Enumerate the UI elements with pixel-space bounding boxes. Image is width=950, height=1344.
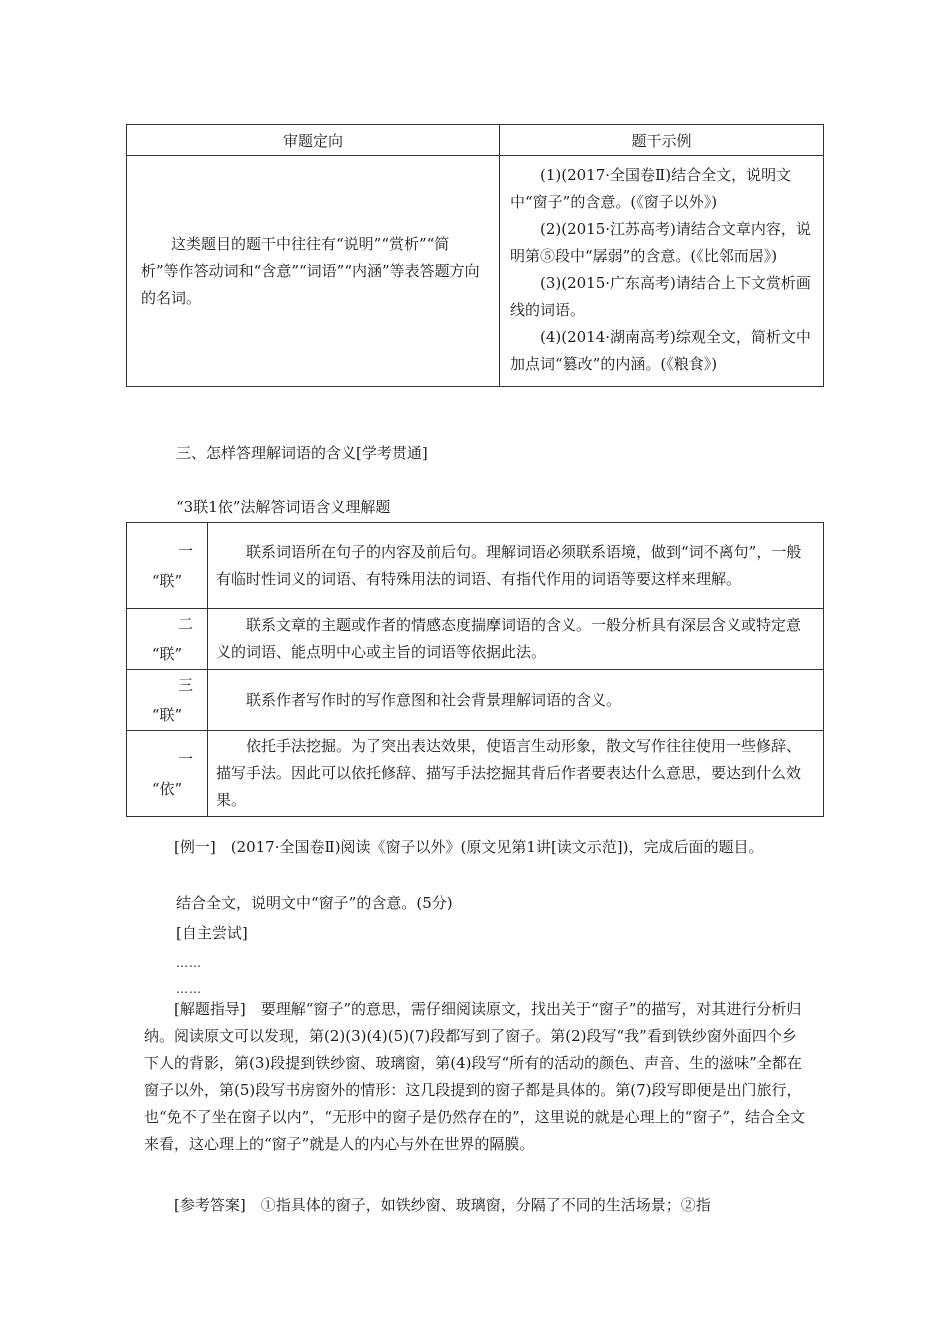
reference-answer: [参考答案] ①指具体的窗子，如铁纱窗、玻璃窗，分隔了不同的生活场景；②指: [174, 1196, 711, 1214]
header-direction: 审题定向: [127, 125, 500, 156]
solution-guidance: [解题指导] 要理解“窗子”的意思，需仔细阅读原文，找出关于“窗子”的描写，对其进行分析归纳。阅读原文可以发现，第(2)(3)(4)(5)(7)段都写到了窗子。第(2)段写“我”看到铁纱窗外面四个乡下人的背影，第(3)段提到铁纱窗、玻璃窗，第(4)段写“所有的活动的颜色、声音、生的滋味”全都在窗子以外，第(5)段写书房窗外的情形：这几段提到的窗子都是具体的。第(7)段写即便是出门旅行，也“免不了坐在窗子以内”，“无形中的窗子是仍然存在的”，这里说的就是心理上的“窗子”，结合全文来看，这心理上的“窗子”就是人的内心与外在世界的隔膜。: [144, 1000, 806, 1153]
method-text: 依托手法挖掘。为了突出表达效果，使语言生动形象，散文写作往往使用一些修辞、描写手法。因此可以依托修辞、描写手法挖掘其背后作者要表达什么意思，要达到什么效果。: [208, 731, 824, 817]
method-label: [127, 670, 208, 731]
header-examples: 题干示例: [500, 125, 824, 156]
section-heading: 三、怎样答理解词语的含义[学考贯通]: [176, 444, 428, 462]
label-top: 二: [177, 615, 193, 633]
question-type-table: [126, 124, 824, 387]
method-text: 联系文章的主题或作者的情感态度揣摩词语的含义。一般分析具有深层含义或特定意义的词语、能点明中心或主旨的词语等依据此法。: [208, 609, 824, 670]
example-item: (4)(2014·湖南高考)综观全文，简析文中加点词“篡改”的内涵。(《粮食》): [510, 328, 811, 373]
label-top: 一: [177, 541, 193, 560]
label-bottom: “联”: [151, 645, 183, 663]
answer-blank: ……: [176, 982, 202, 996]
answer-blank: ……: [176, 956, 202, 970]
example-item: (1)(2017·全国卷Ⅱ)结合全文，说明文中“窗子”的含意。(《窗子以外》): [510, 166, 792, 211]
method-text: 联系作者写作时的写作意图和社会背景理解词语的含义。: [208, 670, 824, 731]
example-item: (3)(2015·广东高考)请结合上下文赏析画线的词语。: [510, 274, 811, 319]
label-bottom: “依”: [151, 779, 183, 798]
method-title: “3联1依”法解答词语含义理解题: [176, 498, 391, 516]
method-label: [127, 731, 208, 817]
example-intro: [例一] (2017·全国卷Ⅱ)阅读《窗子以外》(原文见第1讲[读文示范])，完成后面的题目。: [174, 838, 764, 856]
direction-cell: [127, 156, 500, 387]
self-try-label: [自主尝试]: [176, 924, 248, 942]
direction-text: 这类题目的题干中往往有“说明”“赏析”“简析”等作答动词和“含意”“词语”“内涵”等表答题方向的名词。: [141, 234, 480, 307]
label-bottom: “联”: [151, 571, 183, 590]
method-text: 联系词语所在句子的内容及前后句。理解词语必须联系语境，做到“词不离句”，一般有临时性词义的词语、有特殊用法的词语、有指代作用的词语等要这样来理解。: [208, 523, 824, 609]
method-table: [126, 522, 824, 817]
example-item: (2)(2015·江苏高考)请结合文章内容，说明第⑤段中“孱弱”的含意。(《比邻而居》): [510, 220, 811, 265]
method-label: [127, 609, 208, 670]
examples-cell: [500, 156, 824, 387]
question-text: 结合全文，说明文中“窗子”的含意。(5分): [176, 894, 453, 912]
label-top: 一: [177, 749, 193, 768]
label-bottom: “联”: [151, 706, 183, 724]
label-top: 三: [177, 676, 193, 694]
method-label: [127, 523, 208, 609]
